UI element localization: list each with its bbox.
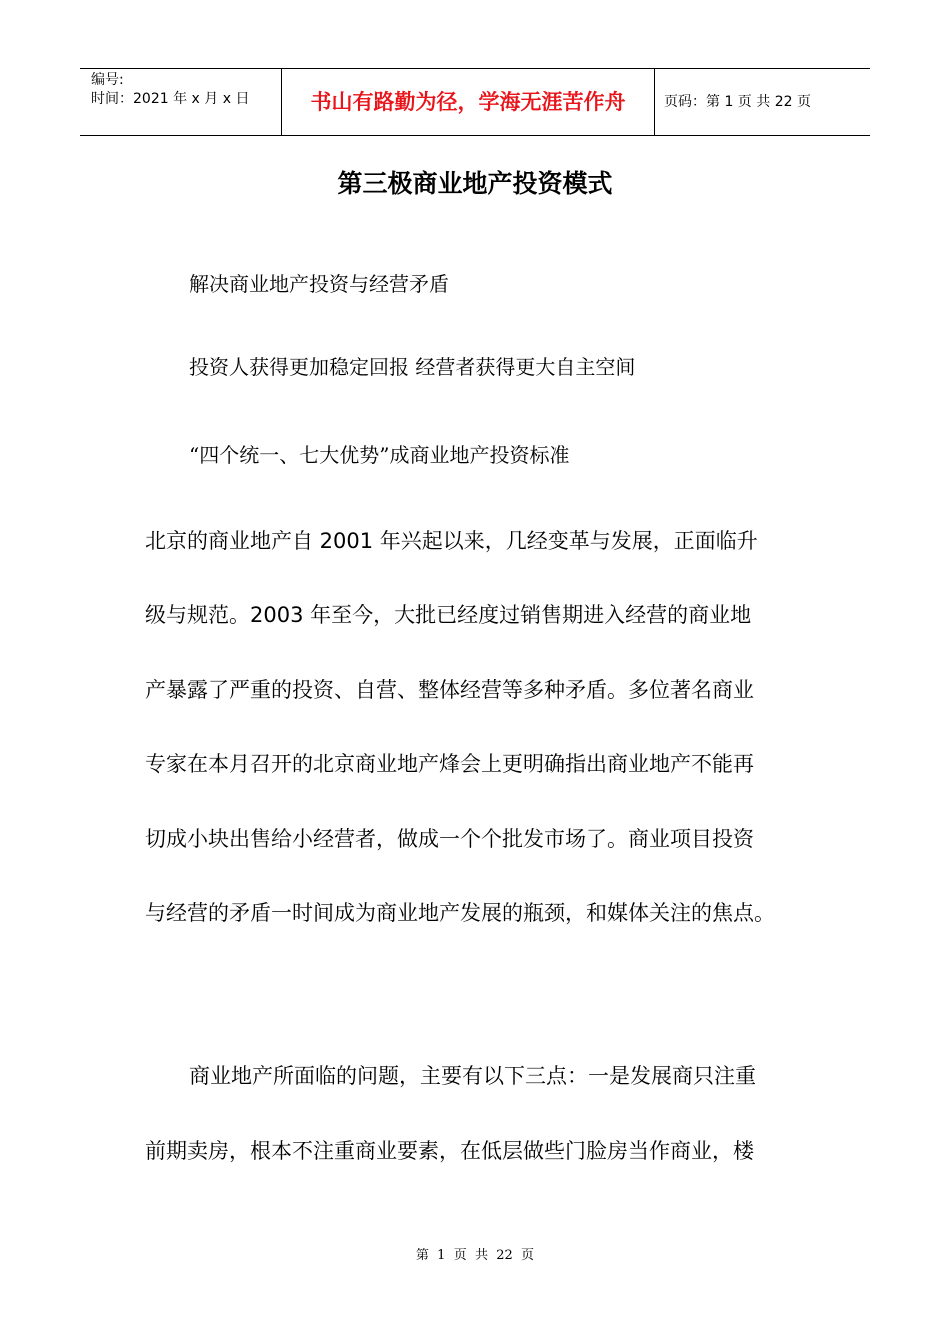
subtitle-1: 解决商业地产投资与经营矛盾 (189, 272, 449, 296)
paragraph-1-line-2: 级与规范。2003 年至今，大批已经度过销售期进入经营的商业地 (145, 603, 752, 627)
paragraph-2-line-2: 前期卖房，根本不注重商业要素，在低层做些门脸房当作商业，楼 (145, 1139, 754, 1163)
paragraph-1-line-6: 与经营的矛盾一时间成为商业地产发展的瓶颈，和媒体关注的焦点。 (145, 901, 775, 925)
paragraph-1-line-1: 北京的商业地产自 2001 年兴起以来，几经变革与发展，正面临升 (145, 529, 758, 553)
page-footer: 第 1 页 共 22 页 (415, 1248, 535, 1263)
time-label: 时间：2021 年 x 月 x 日 (91, 91, 250, 107)
header-page-info: 页码：第 1 页 共 22 页 (664, 94, 811, 110)
header-motto: 书山有路勤为径，学海无涯苦作舟 (310, 89, 626, 114)
subtitle-2: 投资人获得更加稳定回报 经营者获得更大自主空间 (189, 355, 636, 379)
paragraph-2-line-1: 商业地产所面临的问题，主要有以下三点：一是发展商只注重 (189, 1064, 756, 1088)
paragraph-1-line-3: 产暴露了严重的投资、自营、整体经营等多种矛盾。多位著名商业 (145, 678, 754, 702)
paragraph-1-line-4: 专家在本月召开的北京商业地产烽会上更明确指出商业地产不能再 (145, 752, 754, 776)
header-table (80, 68, 870, 136)
serial-number-label: 编号: (91, 72, 124, 88)
header-right-cell (655, 69, 870, 135)
header-left-cell (80, 69, 281, 135)
subtitle-3: “四个统一、七大优势”成商业地产投资标准 (189, 443, 570, 467)
paragraph-1-line-5: 切成小块出售给小经营者，做成一个个批发市场了。商业项目投资 (145, 827, 754, 851)
header-middle-cell (281, 69, 655, 135)
document-title: 第三极商业地产投资模式 (337, 169, 613, 198)
